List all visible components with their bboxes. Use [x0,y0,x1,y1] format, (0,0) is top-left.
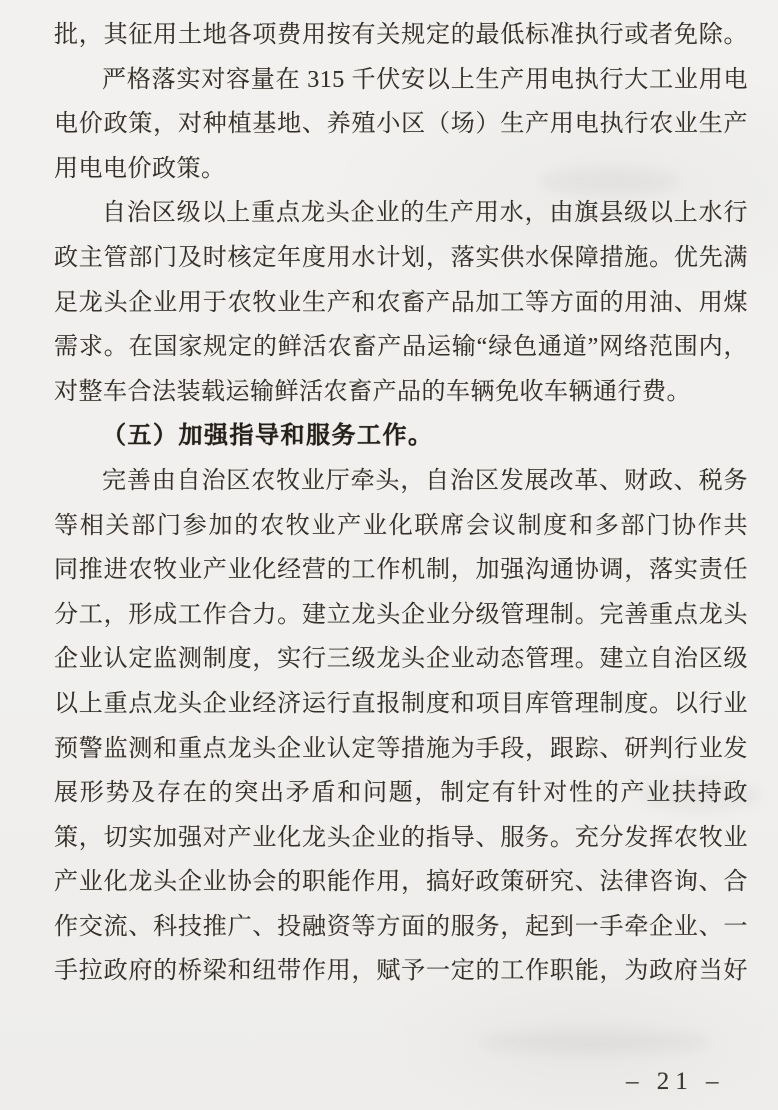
text-line: 对整车合法装载运输鲜活农畜产品的车辆免收车辆通行费。 [54,378,691,405]
text-line: 政主管部门及时核定年度用水计划，落实供水保障措施。优先满 [54,244,748,271]
section-heading: （五）加强指导和服务工作。 [102,423,434,450]
text-line: 用电电价政策。 [54,155,226,182]
text-line: 产业化龙头企业协会的职能作用，搞好政策研究、法律咨询、合 [54,869,748,896]
text-line: 完善由自治区农牧业厅牵头，自治区发展改革、财政、税务 [102,467,748,494]
text-line: 严格落实对容量在 315 千伏安以上生产用电执行大工业用电 [102,66,748,93]
text-line: 企业认定监测制度，实行三级龙头企业动态管理。建立自治区级 [54,646,748,673]
text-line: 电价政策，对种植基地、养殖小区（场）生产用电执行农业生产 [54,111,748,138]
text-line: 足龙头企业用于农牧业生产和农畜产品加工等方面的用油、用煤 [54,289,748,316]
document-body [54,13,748,994]
text-line: 自治区级以上重点龙头企业的生产用水，由旗县级以上水行 [102,200,748,227]
page-number: – 21 – [626,1068,725,1095]
text-line: 以上重点龙头企业经济运行直报制度和项目库管理制度。以行业 [54,690,748,717]
text-line: 等相关部门参加的农牧业产业化联席会议制度和多部门协作共 [54,512,748,539]
text-line: 手拉政府的桥梁和纽带作用，赋予一定的工作职能，为政府当好 [54,958,748,985]
text-line: 策，切实加强对产业化龙头企业的指导、服务。充分发挥农牧业 [54,824,748,851]
scan-smudge [480,1030,710,1054]
text-line: 分工，形成工作合力。建立龙头企业分级管理制。完善重点龙头 [54,601,748,628]
text-line: 作交流、科技推广、投融资等方面的服务，起到一手牵企业、一 [54,913,748,940]
text-line: 批，其征用土地各项费用按有关规定的最低标准执行或者免除。 [54,22,748,48]
text-line: 同推进农牧业产业化经营的工作机制，加强沟通协调，落实责任 [54,557,748,584]
text-line: 预警监测和重点龙头企业认定等措施为手段，跟踪、研判行业发 [54,735,748,762]
text-line: 需求。在国家规定的鲜活农畜产品运输“绿色通道”网络范围内， [54,334,748,361]
text-line: 展形势及存在的突出矛盾和问题，制定有针对性的产业扶持政 [54,780,748,807]
